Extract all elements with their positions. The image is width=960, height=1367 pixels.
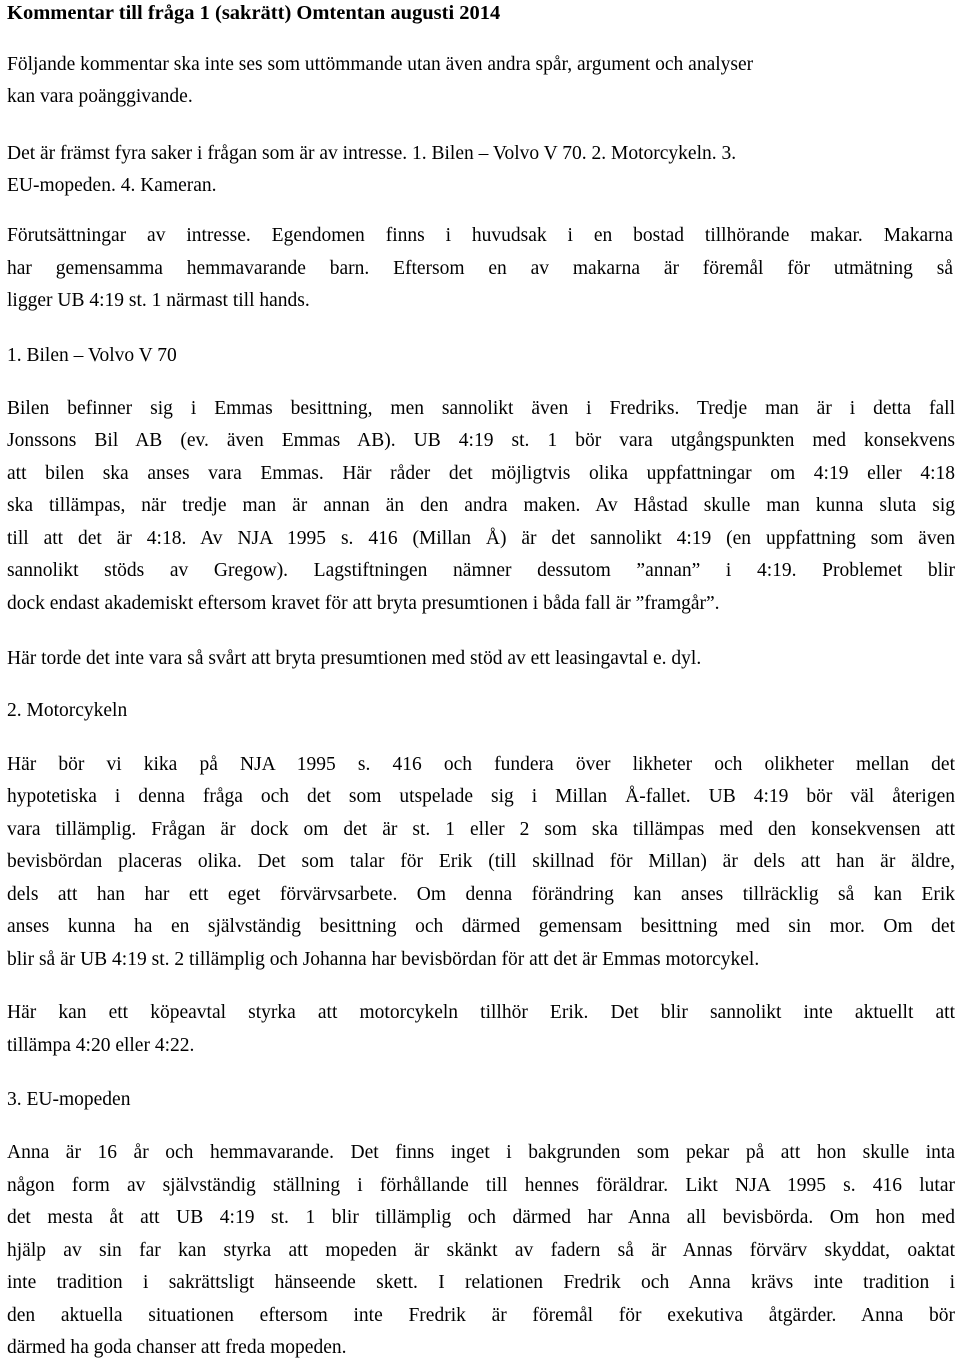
paragraph-line: någon form av självständig ställning i förhållande till hennes föräldrar. Likt NJA 1995 s. 416 lutar	[7, 1175, 955, 1196]
paragraph-line: hypotetiska i denna fråga och det som utspelade sig i Millan Å-fallet. UB 4:19 bör väl återigen	[7, 786, 955, 807]
paragraph-line: sannolikt stöds av Gregow). Lagstiftningen nämner dessutom ”annan” i 4:19. Problemet blir	[7, 560, 955, 581]
intro-line: Följande kommentar ska inte ses som uttömmande utan även andra spår, argument och analyser	[7, 54, 754, 75]
conditions-line: Förutsättningar av intresse. Egendomen finns i huvudsak i en bostad tillhörande makar. Makarna	[7, 225, 953, 246]
paragraph-line: Jonssons Bil AB (ev. även Emmas AB). UB 4:19 st. 1 bör vara utgångspunkten med konsekvens	[7, 430, 955, 451]
paragraph-line: tillämpa 4:20 eller 4:22.	[7, 1035, 195, 1056]
section-bilen-paragraph-2: Här torde det inte vara så svårt att bryta presumtionen med stöd av ett leasingavtal e. dyl.	[7, 648, 702, 669]
paragraph-line: vara tillämplig. Frågan är dock om det är st. 1 eller 2 som ska tillämpas med den konsekvensen att	[7, 819, 955, 840]
paragraph-line: inte tradition i sakrättsligt hänseende skett. I relationen Fredrik och Anna krävs inte tradition i	[7, 1272, 955, 1293]
paragraph-line: Bilen befinner sig i Emmas besittning, men sannolikt även i Fredriks. Tredje man är i detta fall	[7, 398, 955, 419]
overview-line: EU-mopeden. 4. Kameran.	[7, 175, 217, 196]
paragraph-line: Här bör vi kika på NJA 1995 s. 416 och fundera över likheter och olikheter mellan det	[7, 754, 955, 775]
section-heading-eu-mopeden: 3. EU-mopeden	[7, 1089, 131, 1110]
overview-line: Det är främst fyra saker i frågan som är av intresse. 1. Bilen – Volvo V 70. 2. Motorcykeln. 3.	[7, 143, 737, 164]
document-title: Kommentar till fråga 1 (sakrätt) Omtentan augusti 2014	[7, 2, 501, 24]
paragraph-line: därmed ha goda chanser att freda mopeden.	[7, 1337, 347, 1358]
paragraph-line: att bilen ska anses vara Emmas. Här råder det möjligtvis olika uppfattningar om 4:19 eller 4:18	[7, 463, 955, 484]
section-heading-motorcykeln: 2. Motorcykeln	[7, 700, 128, 721]
paragraph-line: Här kan ett köpeavtal styrka att motorcykeln tillhör Erik. Det blir sannolikt inte aktuellt att	[7, 1002, 955, 1023]
paragraph-line: blir så är UB 4:19 st. 2 tillämplig och Johanna har bevisbördan för att det är Emmas motorcykel.	[7, 949, 760, 970]
intro-line: kan vara poänggivande.	[7, 86, 193, 107]
paragraph-line: anses kunna ha en självständig besittning och därmed gemensam besittning med sin mor. Om det	[7, 916, 955, 937]
paragraph-line: till att det är 4:18. Av NJA 1995 s. 416 (Millan Å) är det sannolikt 4:19 (en uppfattning som även	[7, 528, 955, 549]
paragraph-line: ska tillämpas, när tredje man är annan än den andra maken. Av Håstad skulle man kunna sluta sig	[7, 495, 955, 516]
paragraph-line: hjälp av sin far kan styrka att mopeden är skänkt av fadern så är Annas förvärv skyddat, oaktat	[7, 1240, 955, 1261]
paragraph-line: det mesta åt att UB 4:19 st. 1 blir tillämplig och därmed har Anna all bevisbörda. Om hon med	[7, 1207, 955, 1228]
paragraph-line: Anna är 16 år och hemmavarande. Det finns inget i bakgrunden som pekar på att hon skulle inta	[7, 1142, 955, 1163]
conditions-line: har gemensamma hemmavarande barn. Eftersom en av makarna är föremål för utmätning så	[7, 258, 953, 279]
conditions-line: ligger UB 4:19 st. 1 närmast till hands.	[7, 290, 310, 311]
paragraph-line: dock endast akademiskt eftersom kravet för att bryta presumtionen i båda fall är ”framgår”.	[7, 593, 720, 614]
paragraph-line: bevisbördan placeras olika. Det som talar för Erik (till skillnad för Millan) är dels att han är äldre,	[7, 851, 955, 872]
section-heading-bilen: 1. Bilen – Volvo V 70	[7, 345, 177, 366]
paragraph-line: dels att han har ett eget förvärvsarbete. Om denna förändring kan anses tillräcklig så kan Erik	[7, 884, 955, 905]
paragraph-line: den aktuella situationen eftersom inte Fredrik är föremål för exekutiva åtgärder. Anna bör	[7, 1305, 955, 1326]
